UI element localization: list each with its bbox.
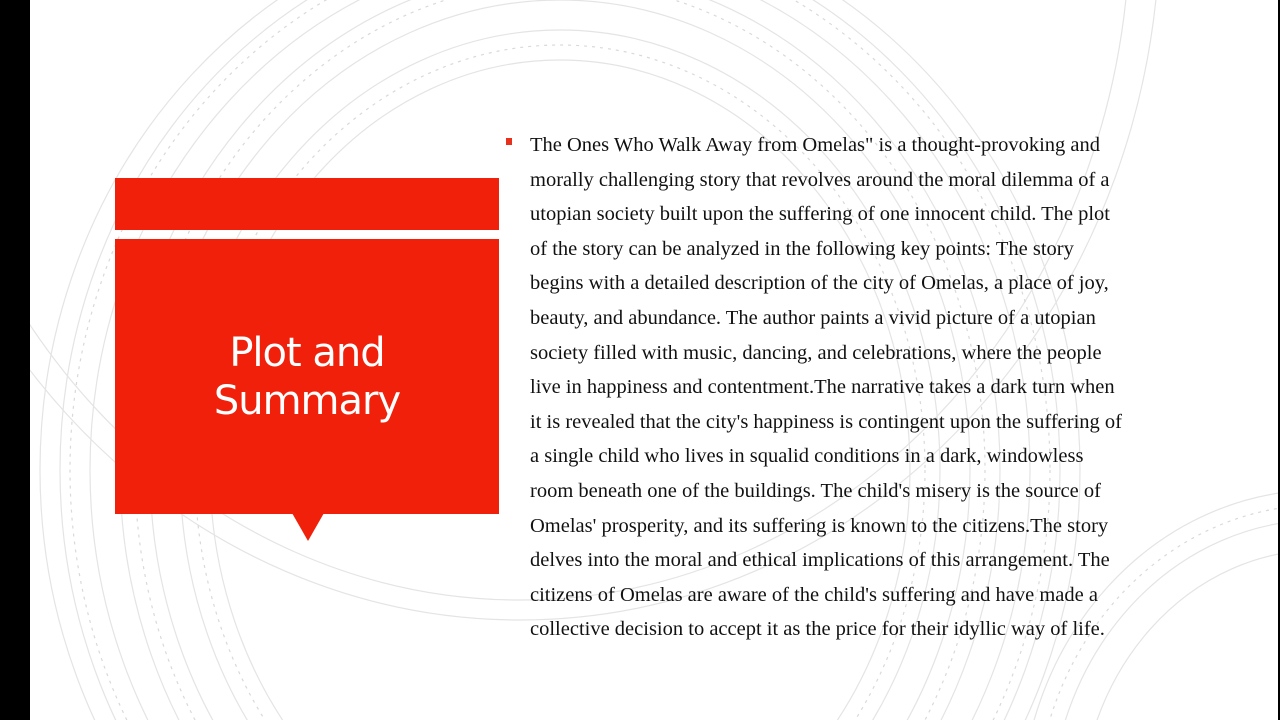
- body-line: live in happiness and contentment.The narrative takes a dark turn when: [530, 376, 1115, 399]
- body-line: a single child who lives in squalid conditions in a dark, windowless: [530, 445, 1084, 468]
- title-box: [115, 239, 499, 514]
- body-line: citizens of Omelas are aware of the child's suffering and have made a: [530, 583, 1098, 606]
- content-area: [506, 128, 1206, 647]
- body-line: beauty, and abundance. The author paints a vivid picture of a utopian: [530, 306, 1096, 329]
- title-box-pointer: [292, 513, 324, 541]
- body-line: society filled with music, dancing, and celebrations, where the people: [530, 341, 1102, 364]
- slide-title-line: Summary: [213, 377, 401, 424]
- slide-title: [214, 329, 400, 425]
- slide-title-line: Plot and: [229, 329, 385, 376]
- body-line: utopian society built upon the suffering of one innocent child. The plot: [530, 203, 1110, 226]
- body-line: begins with a detailed description of the city of Omelas, a place of joy,: [530, 272, 1109, 295]
- body-line: collective decision to accept it as the price for their idyllic way of life.: [530, 618, 1105, 641]
- body-line: Omelas' prosperity, and its suffering is known to the citizens.The story: [530, 514, 1109, 537]
- body-line: room beneath one of the buildings. The child's misery is the source of: [530, 479, 1101, 502]
- left-edge-bar: [0, 0, 30, 720]
- body-line: morally challenging story that revolves around the moral dilemma of a: [530, 168, 1110, 191]
- body-line: it is revealed that the city's happiness is contingent upon the suffering of: [530, 410, 1122, 433]
- body-line: of the story can be analyzed in the following key points: The story: [530, 237, 1074, 260]
- body-line: delves into the moral and ethical implications of this arrangement. The: [530, 549, 1110, 572]
- body-line: The Ones Who Walk Away from Omelas" is a thought-provoking and: [530, 134, 1101, 156]
- bullet-icon: [506, 138, 512, 145]
- title-accent-strip: [115, 178, 499, 230]
- body-paragraph: [530, 128, 1206, 647]
